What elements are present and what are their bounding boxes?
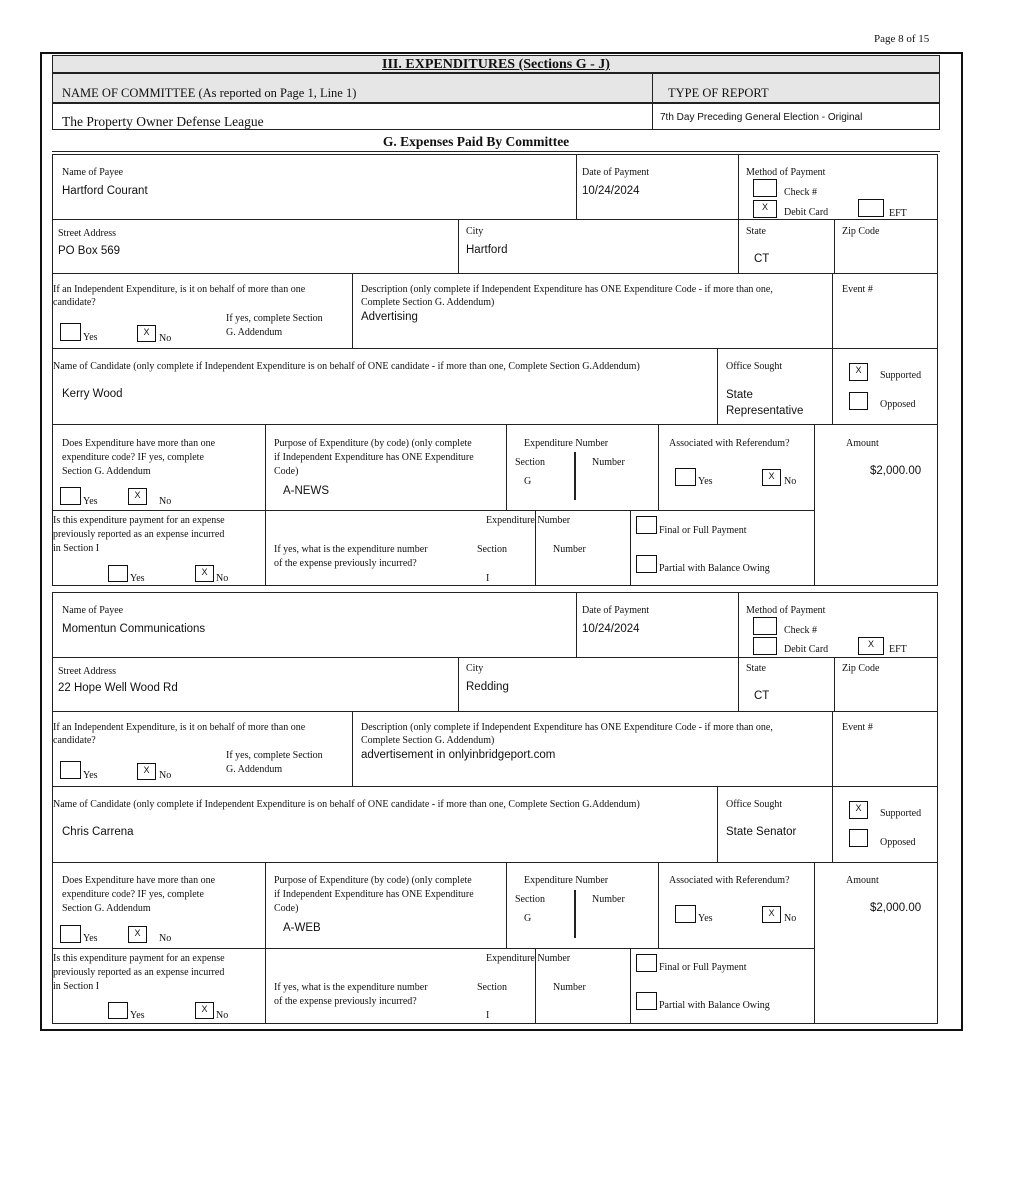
exp-number-label: Expenditure Number xyxy=(486,953,571,964)
ie-question-line1: If an Independent Expenditure, is it on behalf of more than one xyxy=(53,722,306,733)
candidate-label: Name of Candidate (only complete if Independent Expenditure is on behalf of ONE candidate - if more than one, Complete Section G.Addendum) xyxy=(53,799,640,810)
method-label: Method of Payment xyxy=(746,167,826,178)
prev-no-checkbox[interactable]: X xyxy=(195,565,214,582)
opposed-label: Opposed xyxy=(880,837,916,848)
payment-date: 10/24/2024 xyxy=(582,623,640,635)
ie-addendum-line2: G. Addendum xyxy=(226,327,283,338)
state-label: State xyxy=(746,226,766,237)
prev-reported-line3: in Section I xyxy=(53,981,100,992)
committee-label: NAME OF COMMITTEE (As reported on Page 1, Line 1) xyxy=(62,86,357,100)
debit-card-label: Debit Card xyxy=(784,644,829,655)
candidate-name: Kerry Wood xyxy=(62,388,123,400)
debit-card-label: Debit Card xyxy=(784,207,829,218)
office-sought-line2: Representative xyxy=(726,405,804,417)
office-sought-line1: State xyxy=(726,389,753,401)
purpose-label-line3: Code) xyxy=(274,903,299,914)
purpose-label-line2: if Independent Expenditure has ONE Expenditure xyxy=(274,889,474,900)
amount: $2,000.00 xyxy=(870,902,922,914)
purpose-label-line3: Code) xyxy=(274,466,299,477)
description-label-line2: Complete Section G. Addendum) xyxy=(361,735,495,746)
final-payment-label: Final or Full Payment xyxy=(659,962,747,973)
ie-question-line1: If an Independent Expenditure, is it on behalf of more than one xyxy=(53,284,306,295)
no-label: No xyxy=(159,496,172,507)
number-label: Number xyxy=(592,894,625,905)
if-yes-line1: If yes, what is the expenditure number xyxy=(274,982,428,993)
office-label: Office Sought xyxy=(726,799,783,810)
payee-name: Momentun Communications xyxy=(62,623,206,635)
partial-payment-label: Partial with Balance Owing xyxy=(659,1000,770,1011)
final-payment-label: Final or Full Payment xyxy=(659,525,747,536)
referendum-label: Associated with Referendum? xyxy=(669,438,790,449)
section-i: I xyxy=(486,1010,490,1021)
amount: $2,000.00 xyxy=(870,465,922,477)
section-title: III. EXPENDITURES (Sections G - J) xyxy=(382,57,610,72)
final-payment-checkbox[interactable] xyxy=(636,954,657,972)
city-label: City xyxy=(466,663,484,674)
ie-addendum-line1: If yes, complete Section xyxy=(226,750,323,761)
yes-label: Yes xyxy=(698,913,713,924)
yes-label: Yes xyxy=(130,1010,145,1021)
date-label: Date of Payment xyxy=(582,605,650,616)
eft-checkbox[interactable] xyxy=(858,199,884,217)
debit-card-checkbox[interactable]: X xyxy=(753,200,777,218)
report-type: 7th Day Preceding General Election - Original xyxy=(660,112,863,123)
no-label: No xyxy=(159,770,172,781)
payee-label: Name of Payee xyxy=(62,605,124,616)
ie-addendum-line2: G. Addendum xyxy=(226,764,283,775)
city: Redding xyxy=(466,681,509,693)
ie-multi-yes-checkbox[interactable] xyxy=(60,761,81,779)
referendum-yes-checkbox[interactable] xyxy=(675,468,696,486)
payee-name: Hartford Courant xyxy=(62,185,148,197)
event-label: Event # xyxy=(842,722,873,733)
opposed-label: Opposed xyxy=(880,399,916,410)
number-label: Number xyxy=(592,457,625,468)
debit-card-checkbox[interactable] xyxy=(753,637,777,655)
purpose-code: A-WEB xyxy=(283,922,321,934)
event-label: Event # xyxy=(842,284,873,295)
eft-label: EFT xyxy=(889,208,907,219)
purpose-code: A-NEWS xyxy=(283,485,329,497)
multi-code-line2: expenditure code? IF yes, complete xyxy=(62,889,204,900)
supported-checkbox[interactable]: X xyxy=(849,801,868,819)
yes-label: Yes xyxy=(83,770,98,781)
eft-checkbox[interactable]: X xyxy=(858,637,884,655)
prev-yes-checkbox[interactable] xyxy=(108,565,128,582)
yes-label: Yes xyxy=(130,573,145,584)
supported-label: Supported xyxy=(880,370,922,381)
ie-addendum-line1: If yes, complete Section xyxy=(226,313,323,324)
multi-code-no-checkbox[interactable]: X xyxy=(128,926,147,943)
multi-code-line3: Section G. Addendum xyxy=(62,903,151,914)
description: Advertising xyxy=(361,311,418,323)
multi-code-line1: Does Expenditure have more than one xyxy=(62,438,216,449)
yes-label: Yes xyxy=(698,476,713,487)
multi-code-no-checkbox[interactable]: X xyxy=(128,488,147,505)
payment-date: 10/24/2024 xyxy=(582,185,640,197)
referendum-no-checkbox[interactable]: X xyxy=(762,469,781,486)
eft-label: EFT xyxy=(889,644,907,655)
final-payment-checkbox[interactable] xyxy=(636,516,657,534)
payee-label: Name of Payee xyxy=(62,167,124,178)
referendum-no-checkbox[interactable]: X xyxy=(762,906,781,923)
description: advertisement in onlyinbridgeport.com xyxy=(361,749,556,761)
street-label: Street Address xyxy=(58,228,117,239)
exp-number-label: Expenditure Number xyxy=(524,438,609,449)
state-label: State xyxy=(746,663,766,674)
number-label: Number xyxy=(553,544,586,555)
no-label: No xyxy=(784,913,797,924)
multi-code-line2: expenditure code? IF yes, complete xyxy=(62,452,204,463)
g-title: G. Expenses Paid By Committee xyxy=(382,134,570,149)
opposed-checkbox[interactable] xyxy=(849,829,868,847)
yes-label: Yes xyxy=(83,933,98,944)
section-i: I xyxy=(486,573,490,584)
ie-multi-yes-checkbox[interactable] xyxy=(60,323,81,341)
street-label: Street Address xyxy=(58,666,117,677)
prev-no-checkbox[interactable]: X xyxy=(195,1002,214,1019)
prev-reported-line1: Is this expenditure payment for an expense xyxy=(53,953,225,964)
yes-label: Yes xyxy=(83,332,98,343)
section-label: Section xyxy=(477,982,507,993)
multi-code-line1: Does Expenditure have more than one xyxy=(62,875,216,886)
section-label: Section xyxy=(477,544,507,555)
purpose-label-line2: if Independent Expenditure has ONE Expenditure xyxy=(274,452,474,463)
referendum-label: Associated with Referendum? xyxy=(669,875,790,886)
ie-question-line2: candidate? xyxy=(53,297,96,308)
no-label: No xyxy=(159,333,172,344)
no-label: No xyxy=(216,1010,229,1021)
multi-code-yes-checkbox[interactable] xyxy=(60,487,81,505)
state: CT xyxy=(754,690,770,702)
supported-label: Supported xyxy=(880,808,922,819)
street-address: 22 Hope Well Wood Rd xyxy=(58,682,178,694)
date-label: Date of Payment xyxy=(582,167,650,178)
description-label-line1: Description (only complete if Independent Expenditure has ONE Expenditure Code - if more than one, xyxy=(361,722,773,733)
committee-name: The Property Owner Defense League xyxy=(62,114,264,129)
section-label: Section xyxy=(515,457,545,468)
if-yes-line1: If yes, what is the expenditure number xyxy=(274,544,428,555)
partial-payment-checkbox[interactable] xyxy=(636,992,657,1010)
number-label: Number xyxy=(553,982,586,993)
opposed-checkbox[interactable] xyxy=(849,392,868,410)
if-yes-line2: of the expense previously incurred? xyxy=(274,996,417,1007)
section-label: Section xyxy=(515,894,545,905)
report-type-label: TYPE OF REPORT xyxy=(668,86,769,100)
partial-payment-checkbox[interactable] xyxy=(636,555,657,573)
amount-label: Amount xyxy=(846,438,879,449)
if-yes-line2: of the expense previously incurred? xyxy=(274,558,417,569)
multi-code-yes-checkbox[interactable] xyxy=(60,925,81,943)
zip-label: Zip Code xyxy=(842,663,880,674)
supported-checkbox[interactable]: X xyxy=(849,363,868,381)
prev-reported-line3: in Section I xyxy=(53,543,100,554)
purpose-label-line1: Purpose of Expenditure (by code) (only complete xyxy=(274,438,472,449)
ie-multi-no-checkbox[interactable]: X xyxy=(137,763,156,780)
description-label-line2: Complete Section G. Addendum) xyxy=(361,297,495,308)
candidate-name: Chris Carrena xyxy=(62,826,134,838)
prev-reported-line2: previously reported as an expense incurred xyxy=(53,967,225,978)
check-label: Check # xyxy=(784,187,818,198)
purpose-label-line1: Purpose of Expenditure (by code) (only complete xyxy=(274,875,472,886)
check-checkbox[interactable] xyxy=(753,179,777,197)
prev-reported-line1: Is this expenditure payment for an expense xyxy=(53,515,225,526)
page-number: Page 8 of 15 xyxy=(874,33,930,45)
referendum-yes-checkbox[interactable] xyxy=(675,905,696,923)
no-label: No xyxy=(216,573,229,584)
prev-reported-line2: previously reported as an expense incurred xyxy=(53,529,225,540)
exp-number-label: Expenditure Number xyxy=(524,875,609,886)
multi-code-line3: Section G. Addendum xyxy=(62,466,151,477)
check-label: Check # xyxy=(784,625,818,636)
section-g: G xyxy=(524,476,532,487)
office-sought-line1: State Senator xyxy=(726,826,797,838)
no-label: No xyxy=(159,933,172,944)
state: CT xyxy=(754,253,770,265)
exp-number-label: Expenditure Number xyxy=(486,515,571,526)
amount-label: Amount xyxy=(846,875,879,886)
prev-yes-checkbox[interactable] xyxy=(108,1002,128,1019)
check-checkbox[interactable] xyxy=(753,617,777,635)
street-address: PO Box 569 xyxy=(58,245,121,257)
candidate-label: Name of Candidate (only complete if Independent Expenditure is on behalf of ONE candidate - if more than one, Complete Section G.Addendum) xyxy=(53,361,640,372)
ie-question-line2: candidate? xyxy=(53,735,96,746)
method-label: Method of Payment xyxy=(746,605,826,616)
no-label: No xyxy=(784,476,797,487)
city: Hartford xyxy=(466,244,508,256)
office-label: Office Sought xyxy=(726,361,783,372)
section-g: G xyxy=(524,913,532,924)
partial-payment-label: Partial with Balance Owing xyxy=(659,563,770,574)
city-label: City xyxy=(466,226,484,237)
zip-label: Zip Code xyxy=(842,226,880,237)
yes-label: Yes xyxy=(83,496,98,507)
description-label-line1: Description (only complete if Independent Expenditure has ONE Expenditure Code - if more than one, xyxy=(361,284,773,295)
ie-multi-no-checkbox[interactable]: X xyxy=(137,325,156,342)
